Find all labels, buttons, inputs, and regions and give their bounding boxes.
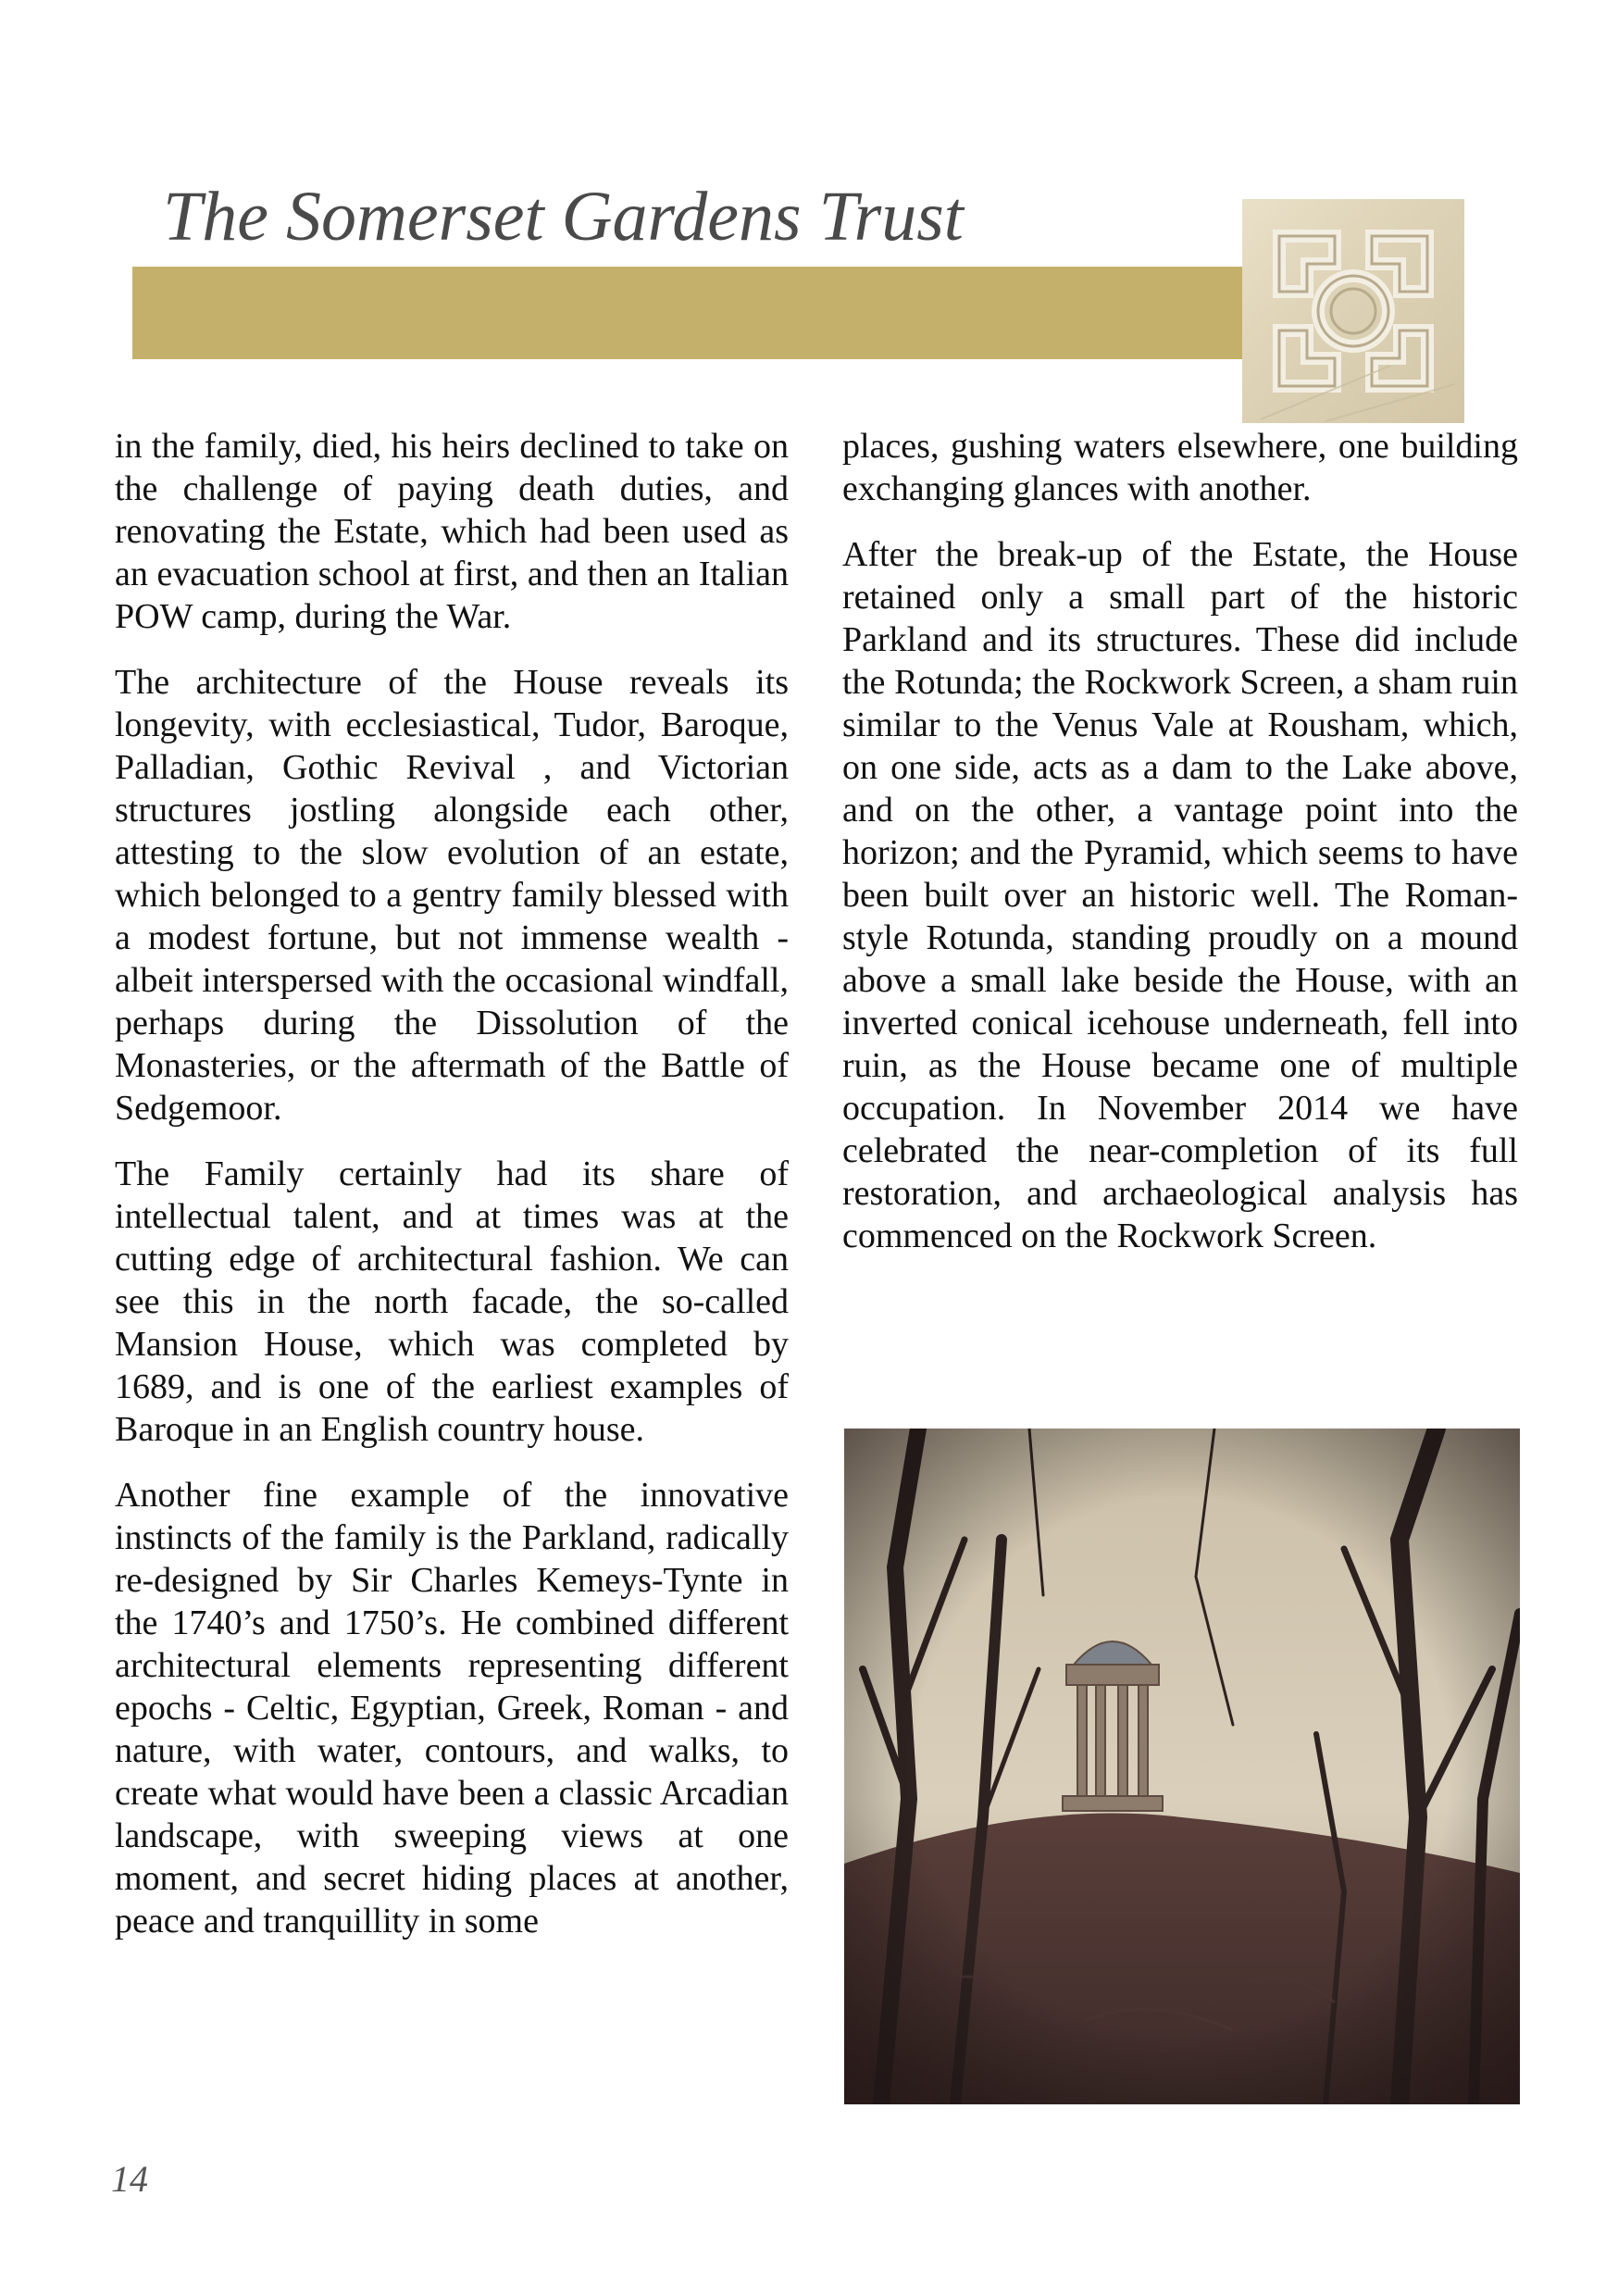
header-band [132,267,1254,359]
paragraph: The Family certainly had its share of intellectual talent, and at times was at the cutting edge of architectural fashion. We can see this in the north facade, the so-called Mansion House, which was completed by 1689, and is one of the earliest examples of Baroque in an English country house. [115,1154,789,1449]
paragraph: Another fine example of the innovative instincts of the family is the Parkland, radically re-designed by Sir Charles Kemeys-Tynte in the 1740’s and 1750’s. He combined different architectural elements representing different epochs - Celtic, Egyptian, Greek, Roman - and nature, with water, contours, and walks, to create what would have been a classic Arcadian landscape, with sweeping views at one moment, and secret hiding places at another, peace and tranquillity in some [115,1476,789,1940]
left-column [115,425,789,1965]
right-column [842,425,1518,1280]
paragraph: in the family, died, his heirs declined to take on the challenge of paying death duties, and renovating the Estate, which had been used as an evacuation school at first, and then an Italian POW camp, during the War. [115,427,789,636]
celtic-knot-logo-icon [1242,199,1464,423]
header-title: The Somerset Gardens Trust [163,178,964,256]
paragraph: After the break-up of the Estate, the House retained only a small part of the historic Parkland and its structures. These did include the Rotunda; the Rockwork Screen, a sham ruin similar to the Venus Vale at Rousham, which, on one side, acts as a dam to the Lake above, and on the other, a vantage point into the horizon; and the Pyramid, which seems to have been built over an historic well. The Roman-style Rotunda, standing proudly on a mound above a small lake beside the House, with an inverted conical icehouse underneath, fell into ruin, as the House became one of multiple occupation. In November 2014 we have celebrated the near-completion of its full restoration, and archaeological analysis has commenced on the Rockwork Screen. [842,535,1518,1255]
rotunda-photo [844,1429,1520,2104]
paragraph: places, gushing waters elsewhere, one building exchanging glances with another. [842,427,1518,508]
paragraph: The architecture of the House reveals its longevity, with ecclesiastical, Tudor, Baroque, Palladian, Gothic Revival , and Victorian structures jostling alongside each other, attesting to the slow evolution of an estate, which belonged to a gentry family blessed with a modest fortune, but not immense wealth - albeit interspersed with the occasional windfall, perhaps during the Dissolution of the Monasteries, or the aftermath of the Battle of Sedgemoor. [115,663,789,1128]
page-number: 14 [111,2158,148,2200]
